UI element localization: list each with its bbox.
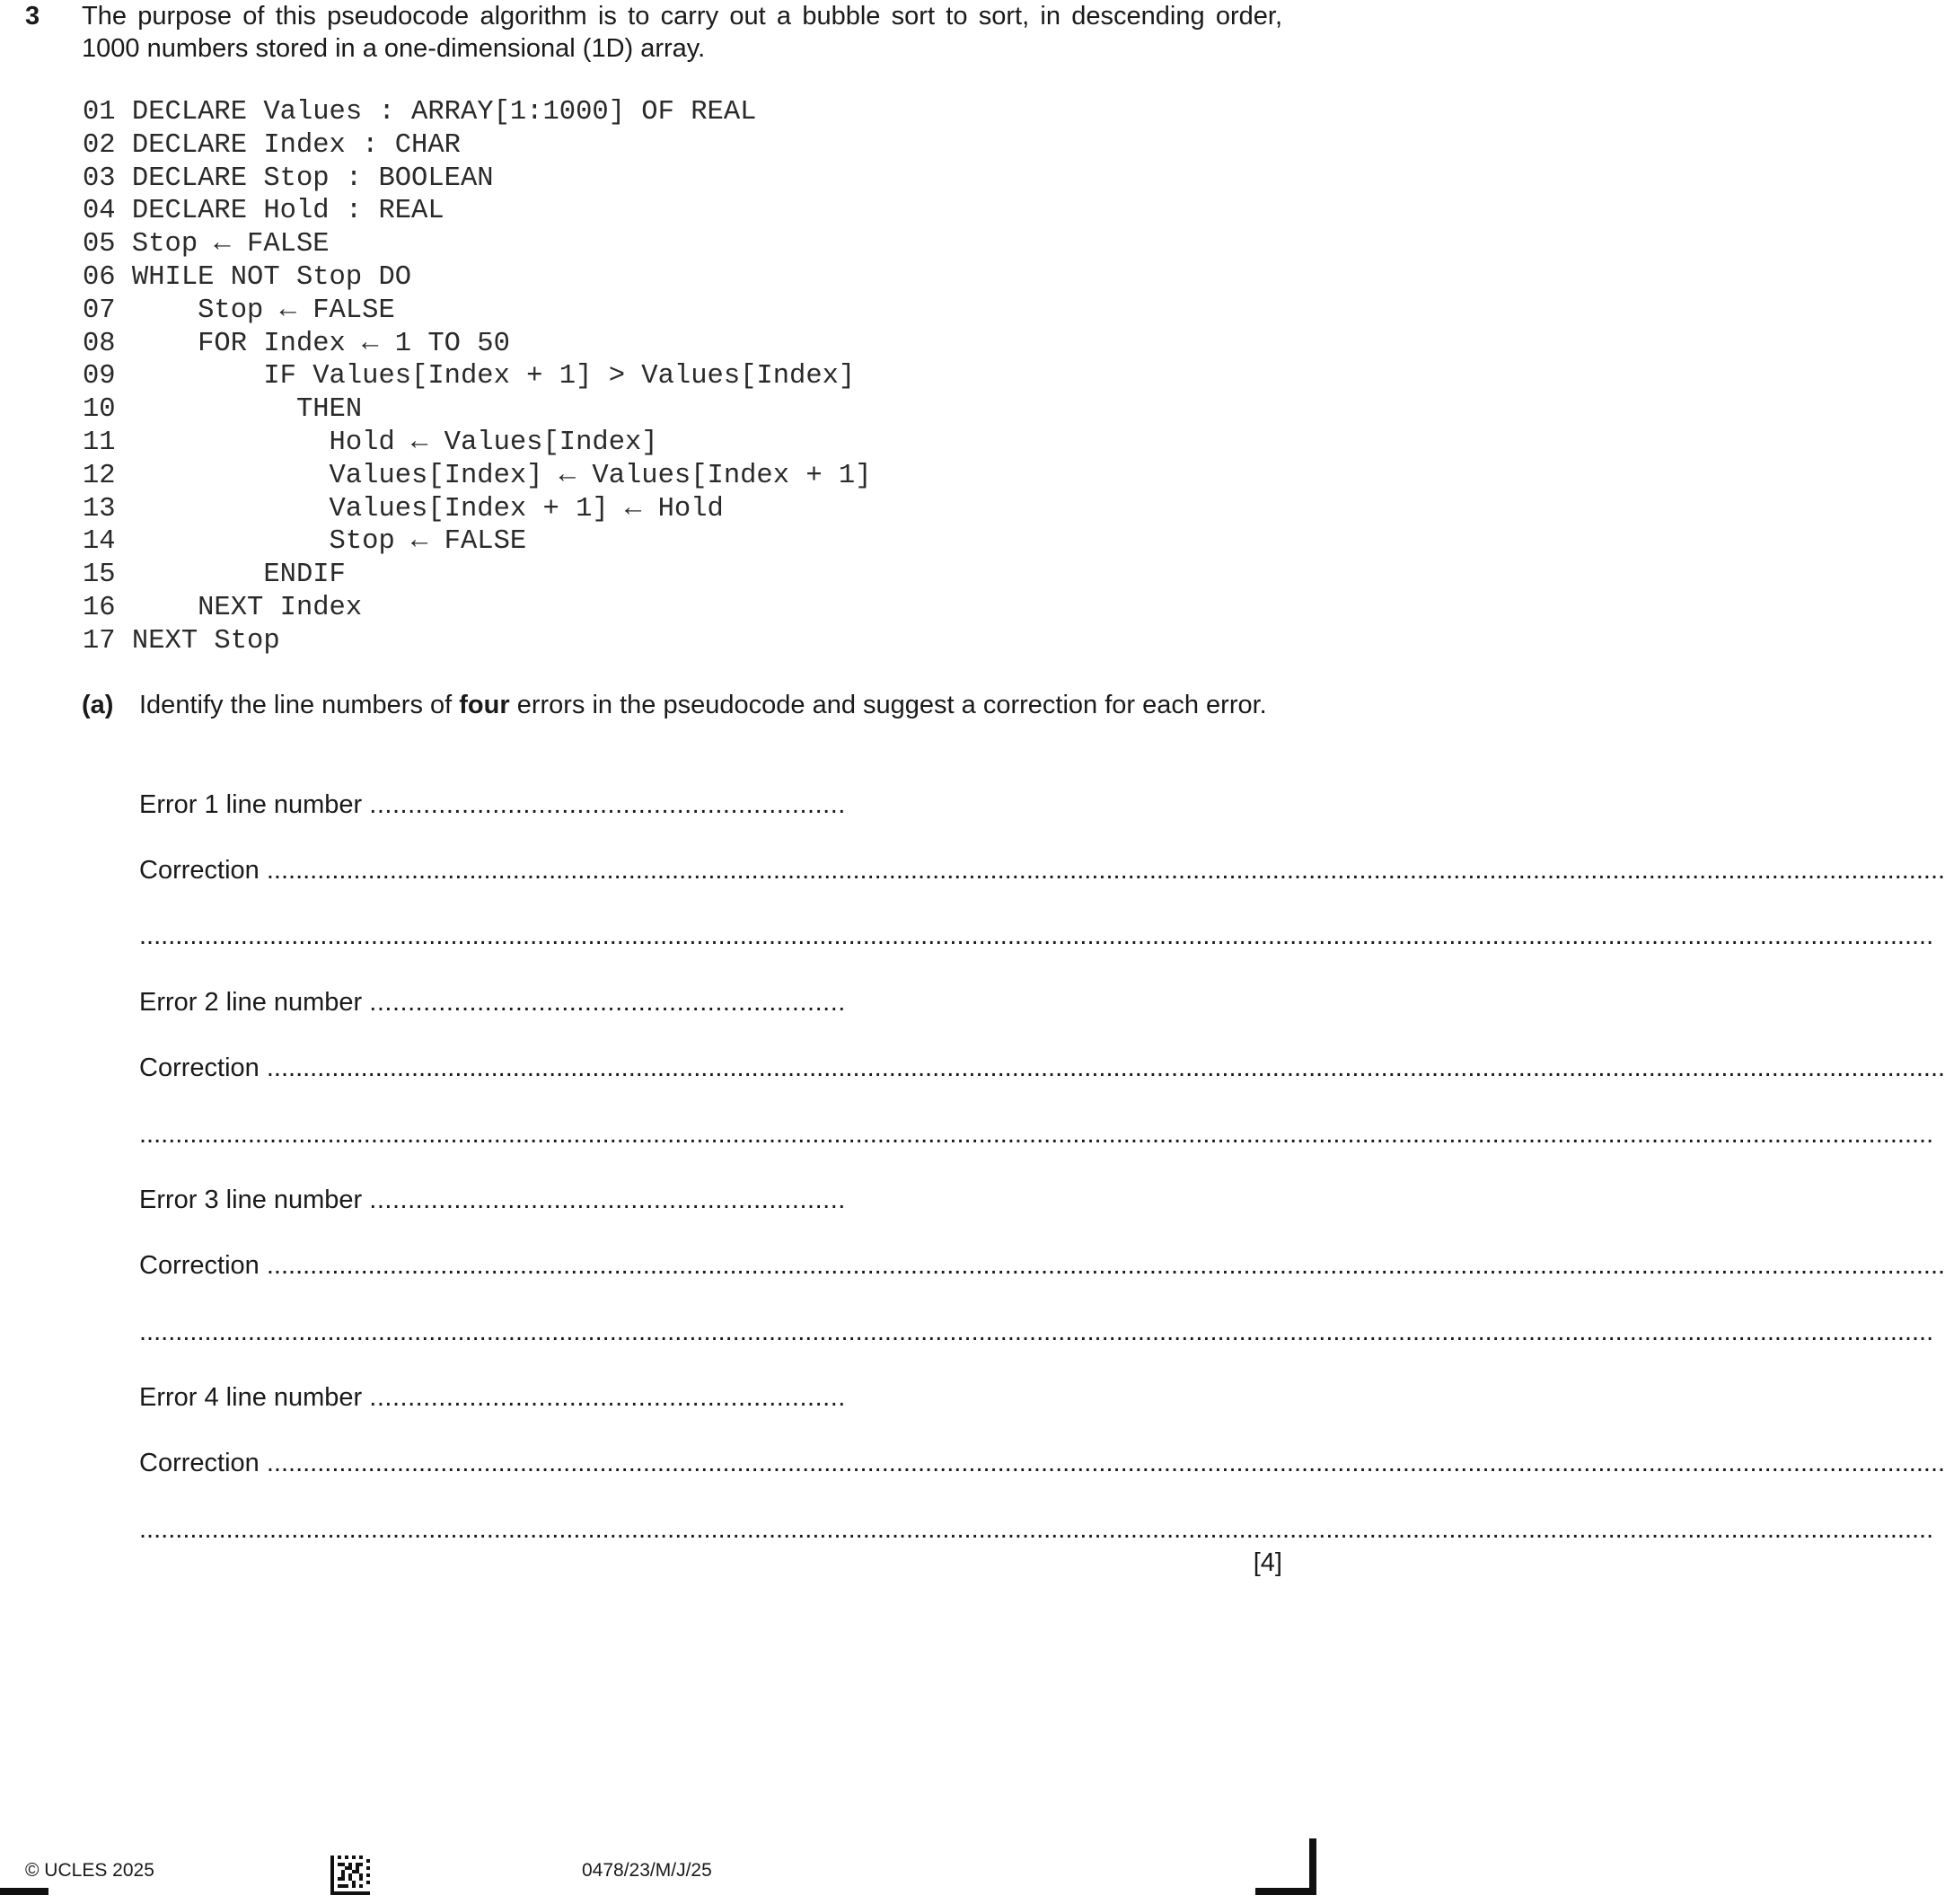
code-line: 17 NEXT Stop: [83, 625, 280, 657]
footer-paper-code: 0478/23/M/J/25: [582, 1860, 712, 1881]
code-line: 08 FOR Index ← 1 TO 50: [83, 328, 510, 359]
code-line: 13 Values[Index + 1] ← Hold: [83, 493, 724, 524]
error-4-line-row: [139, 1381, 846, 1414]
error-1-line-row: [139, 789, 846, 821]
code-line: 12 Values[Index] ← Values[Index + 1]: [83, 460, 872, 491]
code-line: 03 DECLARE Stop : BOOLEAN: [83, 163, 494, 194]
correction-label: Correction: [139, 856, 260, 885]
error-3-correction-continuation[interactable]: ........................................................................................................................................................................................................................................................: [139, 1318, 1934, 1346]
error-4-correction-continuation[interactable]: ........................................................................................................................................................................................................................................................: [139, 1515, 1934, 1544]
error-line-answer-space[interactable]: ..............................................................: [369, 790, 846, 819]
error-2-correction-continuation[interactable]: ........................................................................................................................................................................................................................................................: [139, 1120, 1934, 1149]
footer-copyright: © UCLES 2025: [25, 1860, 154, 1881]
correction-answer-space[interactable]: ........................................................................................................................................................................................................................................: [266, 1251, 1945, 1280]
code-line: 04 DECLARE Hold : REAL: [83, 196, 444, 227]
error-line-label: Error 1 line number: [139, 790, 363, 819]
code-line: 07 Stop ← FALSE: [83, 295, 395, 326]
barcode-icon: [330, 1856, 370, 1895]
error-2-line-row: [139, 986, 846, 1018]
correction-label: Correction: [139, 1053, 260, 1082]
part-a-instruction: [139, 689, 1282, 721]
code-line: 16 NEXT Index: [83, 592, 363, 623]
corner-mark-horizontal: [1255, 1888, 1316, 1895]
error-line-label: Error 3 line number: [139, 1186, 363, 1214]
error-line-answer-space[interactable]: ..............................................................: [369, 988, 846, 1017]
error-line-answer-space[interactable]: ..............................................................: [369, 1383, 846, 1412]
marks-allocation: [4]: [1253, 1548, 1282, 1577]
error-4-correction-row: [139, 1447, 1945, 1479]
error-line-label: Error 2 line number: [139, 988, 363, 1017]
code-line: 06 WHILE NOT Stop DO: [83, 261, 412, 293]
code-line: 15 ENDIF: [83, 560, 346, 591]
error-3-correction-row: [139, 1249, 1945, 1282]
part-a-label: (a): [82, 691, 114, 719]
code-line: 09 IF Values[Index + 1] > Values[Index]: [83, 361, 856, 392]
part-a-text-before: Identify the line numbers of: [139, 691, 460, 719]
code-line: 01 DECLARE Values : ARRAY[1:1000] OF REAL: [83, 97, 757, 128]
correction-answer-space[interactable]: ........................................................................................................................................................................................................................................: [266, 1053, 1945, 1082]
question-number: 3: [25, 2, 40, 31]
code-line: 02 DECLARE Index : CHAR: [83, 129, 461, 161]
error-1-correction-row: [139, 854, 1945, 886]
question-intro: The purpose of this pseudocode algorithm is to carry out a bubble sort to sort, in descending order, 1000 numbers stored in a one-dimensional (1D) array.: [82, 2, 1282, 63]
error-line-answer-space[interactable]: ..............................................................: [369, 1186, 846, 1214]
footer-left-bar: [0, 1888, 48, 1895]
correction-answer-space[interactable]: ........................................................................................................................................................................................................................................: [266, 1449, 1945, 1477]
pseudocode-block: [83, 96, 872, 658]
error-line-label: Error 4 line number: [139, 1383, 363, 1412]
code-line: 14 Stop ← FALSE: [83, 526, 527, 558]
error-1-correction-continuation[interactable]: ........................................................................................................................................................................................................................................................: [139, 921, 1934, 950]
error-3-line-row: [139, 1184, 846, 1216]
correction-label: Correction: [139, 1449, 260, 1477]
corner-mark-vertical: [1309, 1838, 1316, 1895]
part-a-text-bold: four: [459, 691, 510, 719]
code-line: 05 Stop ← FALSE: [83, 229, 330, 260]
part-a-text-after: errors in the pseudocode and suggest a correction for each error.: [509, 691, 1267, 719]
error-2-correction-row: [139, 1052, 1945, 1084]
code-line: 11 Hold ← Values[Index]: [83, 427, 658, 458]
correction-answer-space[interactable]: ........................................................................................................................................................................................................................................: [266, 856, 1945, 885]
correction-label: Correction: [139, 1251, 260, 1280]
code-line: 10 THEN: [83, 394, 363, 426]
